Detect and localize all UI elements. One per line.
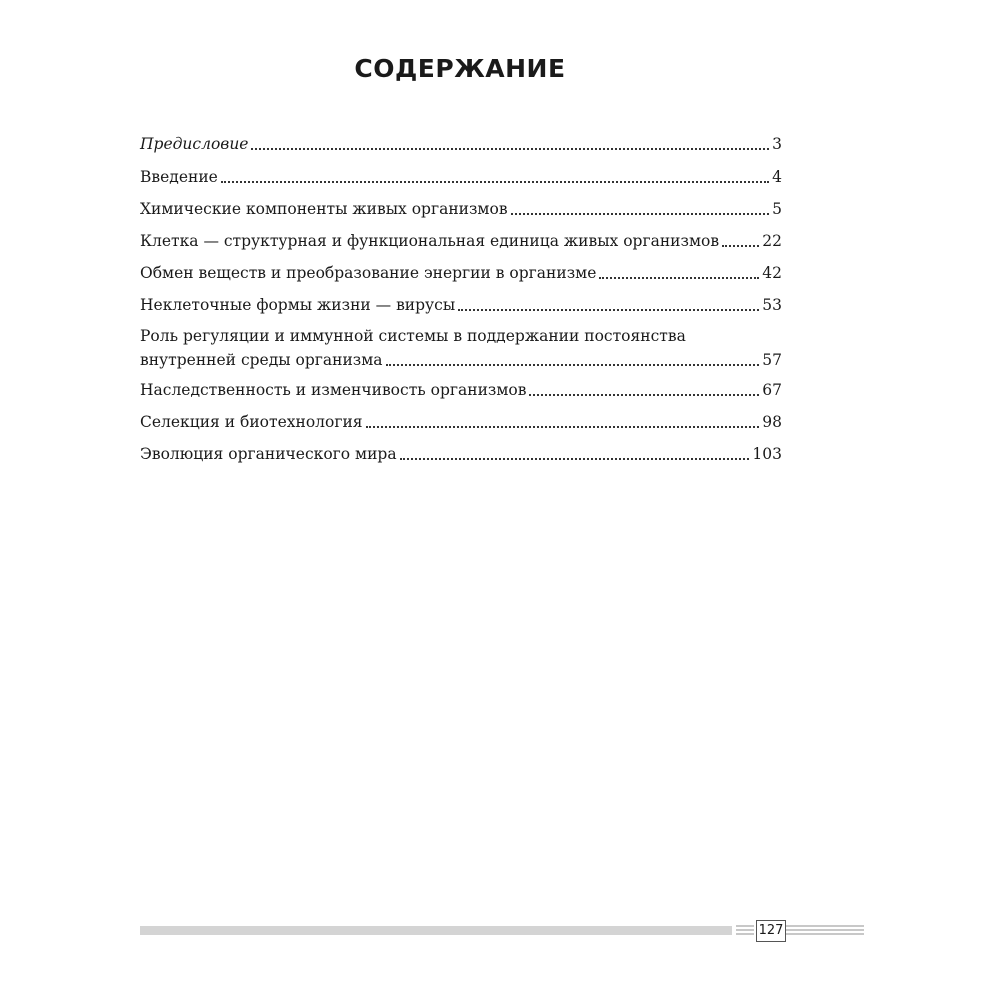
- toc-entry-immune-system[interactable]: [140, 325, 782, 371]
- toc-entry-metabolism[interactable]: [140, 262, 782, 284]
- toc-entry-page: 67: [762, 381, 782, 399]
- toc-leader-dots: [400, 458, 750, 460]
- toc-entry-preface[interactable]: [140, 133, 782, 155]
- toc-entry-label: Химические компоненты живых организмов: [140, 200, 508, 218]
- toc-entry-label: Эволюция органического мира: [140, 445, 397, 463]
- toc-entry-page: 98: [762, 413, 782, 431]
- toc-entry-label-line2: внутренней среды организма: [140, 351, 383, 369]
- toc-entry-page: 42: [762, 264, 782, 282]
- page-number: 127: [756, 920, 786, 942]
- toc-leader-dots: [251, 148, 769, 150]
- toc-entry-intro[interactable]: [140, 166, 782, 188]
- toc-leader-dots: [366, 426, 760, 428]
- toc-entry-label-line1: Роль регуляции и иммунной системы в поддержании постоянства: [140, 327, 686, 345]
- toc-leader-dots: [722, 245, 759, 247]
- toc-entry-label: Селекция и биотехнология: [140, 413, 363, 431]
- toc-leader-dots: [599, 277, 759, 279]
- toc-entry-line2: [140, 349, 782, 371]
- toc-leader-dots: [458, 309, 759, 311]
- toc-leader-dots: [511, 213, 770, 215]
- page-title: СОДЕРЖАНИЕ: [354, 54, 566, 83]
- toc-entry-label: Обмен веществ и преобразование энергии в организме: [140, 264, 597, 282]
- toc-entry-label: Введение: [140, 168, 218, 186]
- toc-leader-dots: [386, 364, 760, 366]
- toc-entry-page: 53: [762, 296, 782, 314]
- toc-entry-label: Наследственность и изменчивость организмов: [140, 381, 527, 399]
- toc-entry-chemical-components[interactable]: [140, 198, 782, 220]
- toc-entry-label: Предисловие: [140, 135, 249, 153]
- toc-entry-heredity[interactable]: [140, 379, 782, 401]
- toc-entry-page: 5: [772, 200, 782, 218]
- toc-entry-page: 22: [762, 232, 782, 250]
- toc-entry-cell[interactable]: [140, 230, 782, 252]
- toc-entry-page: 3: [772, 135, 782, 153]
- toc-entry-viruses[interactable]: [140, 294, 782, 316]
- toc-entry-page: 4: [772, 168, 782, 186]
- footer-bar: [140, 926, 732, 935]
- toc-entry-evolution[interactable]: [140, 443, 782, 465]
- footer-decor-lines-left: [736, 925, 754, 937]
- footer-decor-lines-right: [786, 925, 864, 937]
- toc-leader-dots: [529, 394, 759, 396]
- toc-entry-label: Клетка — структурная и функциональная единица живых организмов: [140, 232, 720, 250]
- toc-leader-dots: [221, 181, 769, 183]
- toc-entry-page: 57: [762, 351, 782, 369]
- toc-entry-page: 103: [752, 445, 782, 463]
- toc-entry-selection[interactable]: [140, 411, 782, 433]
- toc-entry-label: Неклеточные формы жизни — вирусы: [140, 296, 456, 314]
